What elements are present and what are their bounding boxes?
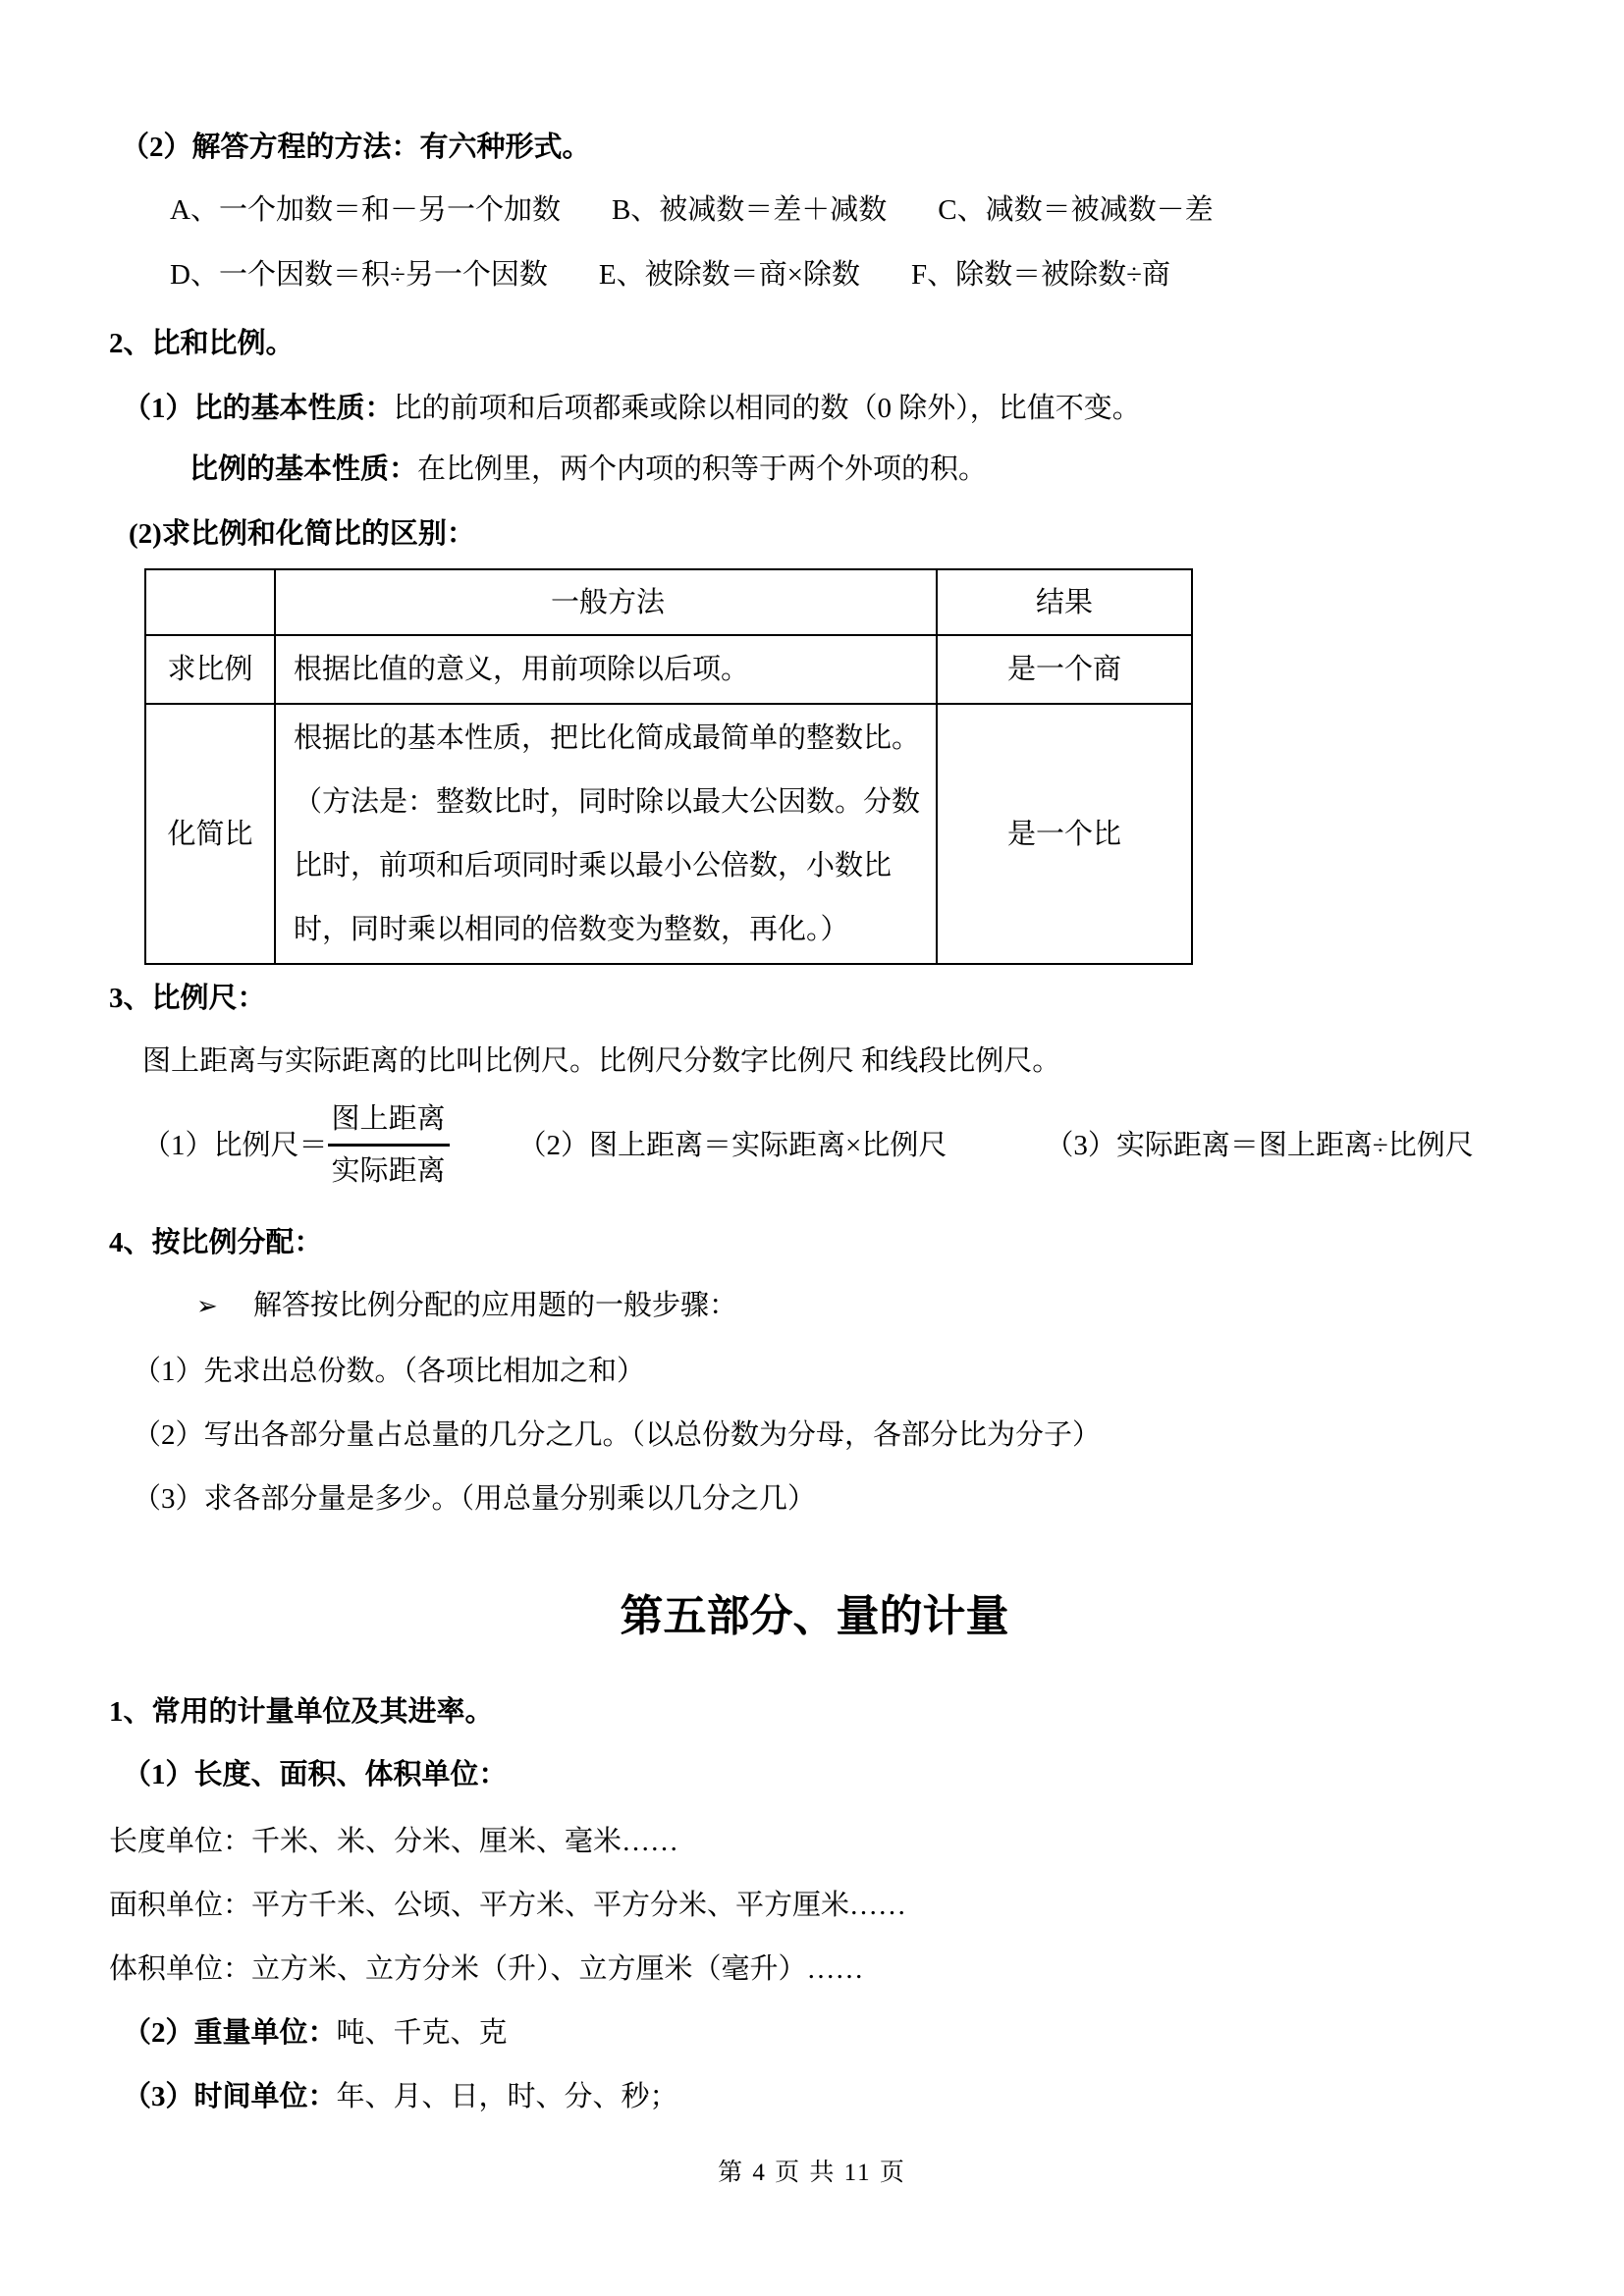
row-result-cell: 是一个商 [937, 635, 1192, 704]
scale-formula-3: （3）实际距离＝图上距离÷比例尺 [1045, 1129, 1474, 1161]
row-label-cell: 化简比 [145, 704, 275, 964]
equation-b: B、被减数＝差＋减数 [611, 194, 888, 226]
equation-d: D、一个因数＝积÷另一个因数 [170, 259, 548, 291]
table-row [145, 704, 1192, 964]
ratio-comparison-table [144, 568, 1193, 965]
weight-units [103, 2015, 1526, 2051]
row-label-cell: 求比例 [145, 635, 275, 704]
scale-intro: 图上距离与实际距离的比叫比例尺。比例尺分数字比例尺 和线段比例尺。 [142, 1045, 1061, 1077]
proportion-basic-property [103, 452, 1526, 487]
scale-fraction [328, 1098, 450, 1192]
equation-f: F、除数＝被除数÷商 [910, 259, 1170, 291]
section-3-title: 3、比例尺： [109, 983, 266, 1014]
ratio-basic-property [103, 391, 1526, 426]
scale-formula-1-prefix: （1）比例尺＝ [142, 1129, 328, 1161]
distribute-step-3: （3）求各部分量是多少。（用总量分别乘以几分之几） [133, 1483, 817, 1515]
page-footer: 第 4 页 共 11 页 [718, 2160, 906, 2186]
volume-units: 体积单位：立方米、立方分米（升）、立方厘米（毫升）…… [109, 1953, 864, 1985]
row-result-cell: 是一个比 [937, 704, 1192, 964]
distribute-bullet-line [103, 1288, 1526, 1324]
equation-methods-title: （2）解答方程的方法：有六种形式。 [121, 132, 591, 163]
scale-formula-2: （2）图上距离＝实际距离×比例尺 [517, 1129, 947, 1161]
proportion-basic-property-label: 比例的基本性质： [189, 454, 418, 485]
distribute-step-2: （2）写出各部分量占总量的几分之几。（以总份数为分母，各部分比为分子） [133, 1419, 1102, 1451]
area-units: 面积单位：平方千米、公顷、平方米、平方分米、平方厘米…… [109, 1890, 907, 1921]
fraction-denominator: 实际距离 [331, 1155, 446, 1187]
header-empty-cell [145, 569, 275, 635]
proportion-basic-property-text: 在比例里，两个内项的积等于两个外项的积。 [417, 454, 988, 485]
time-units-text: 年、月、日，时、分、秒； [336, 2081, 678, 2112]
header-result-cell: 结果 [937, 569, 1192, 635]
header-method-cell: 一般方法 [275, 569, 937, 635]
equation-row-def [103, 257, 1526, 293]
fraction-numerator: 图上距离 [328, 1098, 450, 1147]
weight-units-text: 吨、千克、克 [336, 2017, 508, 2049]
table-row [145, 635, 1192, 704]
table-header-row [145, 569, 1192, 635]
row-method-cell: 根据比的基本性质，把比化简成最简单的整数比。（方法是：整数比时，同时除以最大公因数。分数比时，前项和后项同时乘以最小公倍数，小数比时，同时乘以相同的倍数变为整数，再化。） [275, 704, 937, 964]
distribute-bullet-text: 解答按比例分配的应用题的一般步骤： [253, 1290, 738, 1321]
section-2-title: 2、比和比例。 [109, 328, 295, 359]
part5-heading: 第五部分、量的计量 [620, 1592, 1009, 1640]
section-4-title: 4、按比例分配： [109, 1227, 323, 1258]
distribute-step-1: （1）先求出总份数。（各项比相加之和） [133, 1356, 646, 1387]
equation-a: A、一个加数＝和－另一个加数 [170, 194, 561, 226]
row-method-cell: 根据比值的意义，用前项除以后项。 [275, 635, 937, 704]
time-units-label: （3）时间单位： [123, 2081, 337, 2112]
scale-formula-row [103, 1098, 1526, 1192]
ratio-basic-property-label: （1）比的基本性质： [123, 393, 394, 424]
equation-c: C、减数＝被减数－差 [938, 194, 1214, 226]
compare-title: (2)求比例和化简比的区别： [129, 518, 475, 550]
part5-section-1-title: 1、常用的计量单位及其进率。 [109, 1696, 494, 1728]
equation-row-abc [103, 192, 1526, 228]
part5-units-subtitle: （1）长度、面积、体积单位： [123, 1759, 508, 1790]
length-units: 长度单位：千米、米、分米、厘米、毫米…… [109, 1826, 679, 1857]
weight-units-label: （2）重量单位： [123, 2017, 337, 2049]
ratio-basic-property-text: 比的前项和后项都乘或除以相同的数（0 除外），比值不变。 [393, 393, 1141, 424]
time-units [103, 2079, 1526, 2114]
equation-e: E、被除数＝商×除数 [598, 259, 860, 291]
arrow-bullet-icon: ➢ [196, 1292, 218, 1320]
